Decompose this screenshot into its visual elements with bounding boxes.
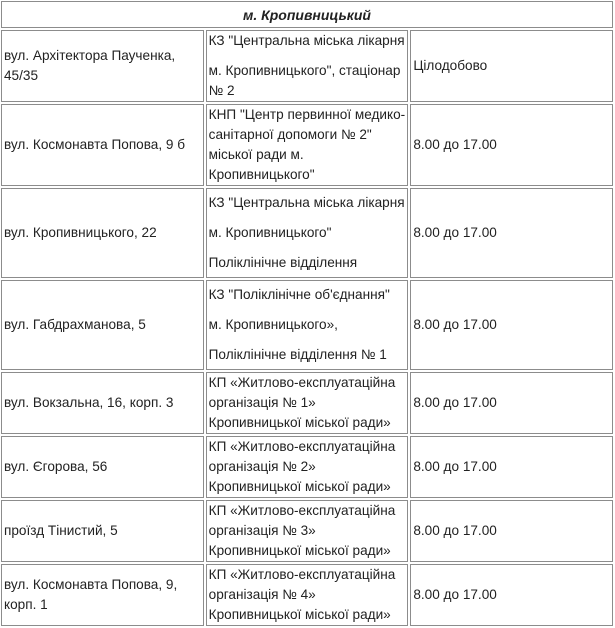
organization-line: КЗ "Центральна міська лікарня bbox=[208, 33, 405, 48]
hours-cell: 8.00 до 17.00 bbox=[410, 104, 613, 186]
hours-cell: 8.00 до 17.00 bbox=[410, 280, 613, 370]
organization-cell bbox=[206, 104, 409, 186]
organization-cell bbox=[206, 280, 409, 370]
organization-line: КП «Житлово-експлуатаційна організація № 4» Кропивницької міської ради» bbox=[208, 567, 396, 622]
organization-line: КНП "Центр первинної медико-санітарної допомоги № 2" міської ради м. Кропивницького" bbox=[208, 107, 406, 182]
hours-cell: 8.00 до 17.00 bbox=[410, 436, 613, 498]
hours-cell: 8.00 до 17.00 bbox=[410, 564, 613, 626]
address-cell: вул. Космонавта Попова, 9, корп. 1 bbox=[1, 564, 204, 626]
table-row bbox=[1, 280, 613, 370]
organization-cell bbox=[206, 30, 409, 102]
organization-line: м. Кропивницького», bbox=[208, 317, 338, 332]
organization-line: м. Кропивницького" bbox=[208, 225, 332, 240]
table-row bbox=[1, 188, 613, 278]
organization-cell bbox=[206, 500, 409, 562]
organization-cell bbox=[206, 436, 409, 498]
table-row bbox=[1, 564, 613, 626]
organization-line: Поліклінічне відділення bbox=[208, 255, 358, 270]
table-row bbox=[1, 436, 613, 498]
organization-line: КП «Житлово-експлуатаційна організація № 1» Кропивницької міської ради» bbox=[208, 375, 396, 430]
address-cell: вул. Космонавта Попова, 9 б bbox=[1, 104, 204, 186]
city-title: м. Кропивницький bbox=[1, 1, 613, 28]
hours-cell: Цілодобово bbox=[410, 30, 613, 102]
organization-line: КП «Житлово-експлуатаційна організація № 2» Кропивницької міської ради» bbox=[208, 439, 396, 494]
city-header-row bbox=[1, 1, 613, 28]
hours-cell: 8.00 до 17.00 bbox=[410, 188, 613, 278]
table-row bbox=[1, 500, 613, 562]
address-cell: вул. Вокзальна, 16, корп. 3 bbox=[1, 372, 204, 434]
address-cell: вул. Габдрахманова, 5 bbox=[1, 280, 204, 370]
table-row bbox=[1, 372, 613, 434]
organization-line: м. Кропивницького", стаціонар № 2 bbox=[208, 63, 401, 98]
hours-cell: 8.00 до 17.00 bbox=[410, 500, 613, 562]
organization-cell bbox=[206, 564, 409, 626]
address-cell: вул. Кропивницького, 22 bbox=[1, 188, 204, 278]
organization-cell bbox=[206, 188, 409, 278]
organization-line: Поліклінічне відділення № 1 bbox=[208, 347, 387, 362]
table-row bbox=[1, 104, 613, 186]
address-cell: вул. Архітектора Паученка, 45/35 bbox=[1, 30, 204, 102]
organization-line: КЗ "Центральна міська лікарня bbox=[208, 195, 405, 210]
organization-cell bbox=[206, 372, 409, 434]
organization-line: КП «Житлово-експлуатаційна організація № 3» Кропивницької міської ради» bbox=[208, 503, 396, 558]
table-row bbox=[1, 30, 613, 102]
address-cell: проїзд Тінистий, 5 bbox=[1, 500, 204, 562]
organization-line: КЗ "Поліклінічне об'єднання" bbox=[208, 287, 390, 302]
hours-cell: 8.00 до 17.00 bbox=[410, 372, 613, 434]
address-cell: вул. Єгорова, 56 bbox=[1, 436, 204, 498]
